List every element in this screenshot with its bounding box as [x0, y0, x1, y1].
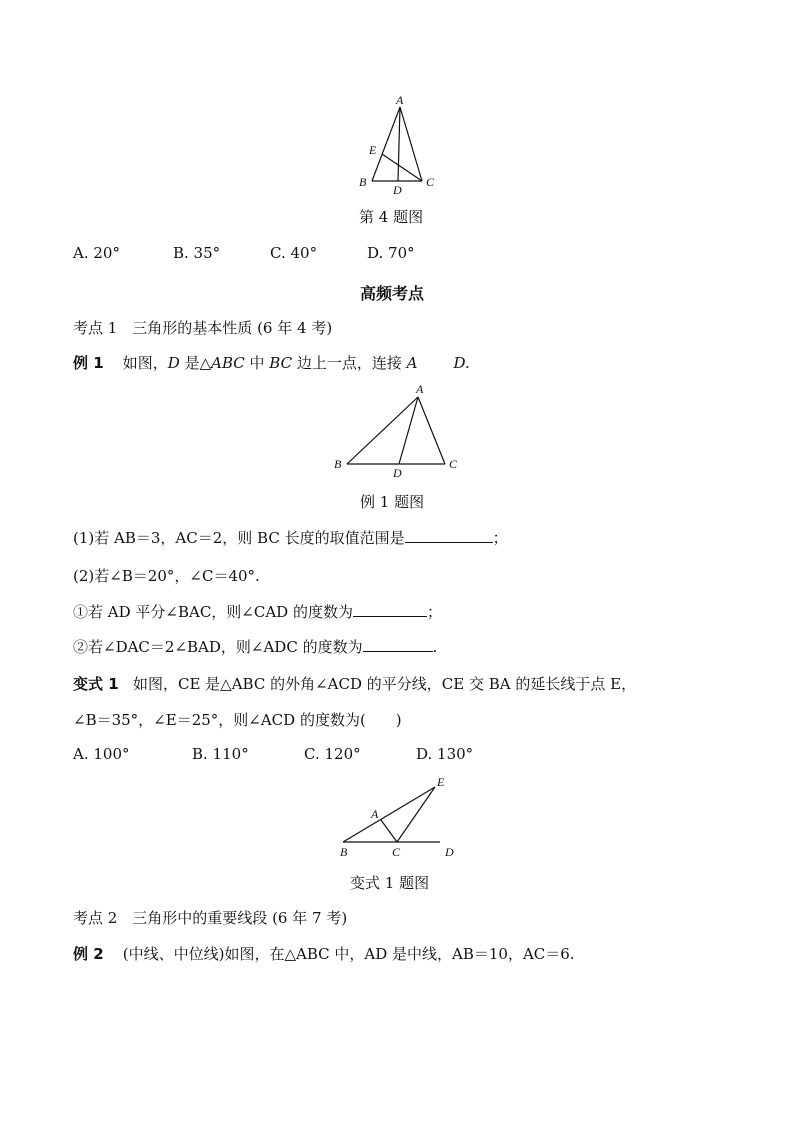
example1-stem-b: 是	[179, 354, 200, 372]
var1-label-E: E	[437, 775, 445, 789]
var1-label-D: D	[445, 845, 454, 859]
var1-label-A: A	[371, 807, 379, 821]
example1-label: 例 1	[73, 354, 104, 372]
var1-label-B: B	[340, 845, 348, 859]
example1-BC: BC	[269, 354, 293, 372]
answer-blank	[353, 602, 427, 617]
section-title: 高频考点	[360, 284, 425, 303]
kp2-title: 考点 2 三角形中的重要线段 (6 年 7 考)	[73, 909, 348, 927]
ex1-label-B: B	[334, 457, 342, 471]
variant1-diagram	[330, 772, 470, 864]
ex1-label-C: C	[449, 457, 458, 471]
kp1-title: 考点 1 三角形的基本性质 (6 年 4 考)	[73, 319, 333, 337]
example2-label: 例 2	[73, 945, 104, 963]
variant1-option-a: A. 100°	[73, 745, 130, 763]
example1-stem-a: 如图，	[122, 354, 168, 372]
example2	[73, 943, 575, 964]
label-E: E	[369, 143, 377, 157]
example1-caption: 例 1 题图	[360, 493, 425, 511]
q4-option-c: C. 40°	[270, 244, 318, 262]
variant1-line1-text: 如图，CE 是△ABC 的外角∠ACD 的平分线，CE 交 BA 的延长线于点 E，	[132, 675, 637, 693]
example2-text: (中线、中位线)如图，在△ABC 中，AD 是中线，AB＝10，AC＝6.	[122, 945, 575, 963]
label-C: C	[426, 175, 435, 189]
ex1-label-A: A	[416, 382, 424, 396]
example1-q1-text: (1)若 AB＝3，AC＝2，则 BC 长度的取值范围是	[73, 529, 405, 547]
example1-tri: △ABC	[199, 354, 245, 372]
example1-stem	[73, 352, 470, 373]
example1-stem-d: 边上一点，连接	[292, 354, 407, 372]
example1-q1-end: ；	[492, 529, 508, 547]
label-A: A	[396, 93, 404, 107]
example1-q2b	[73, 636, 437, 657]
variant1-caption: 变式 1 题图	[350, 874, 430, 892]
q4-option-b: B. 35°	[173, 244, 221, 262]
label-D: D	[393, 183, 402, 197]
example1-q2b-text: ②若∠DAC＝2∠BAD，则∠ADC 的度数为	[73, 638, 363, 656]
variant1-option-c: C. 120°	[304, 745, 361, 763]
example1-q1	[73, 527, 508, 548]
label-B: B	[359, 175, 367, 189]
example1-q2a-end: ；	[426, 603, 442, 621]
variant1-label: 变式 1	[73, 675, 119, 693]
example1-D: D	[167, 354, 180, 372]
example1-q2: (2)若∠B＝20°，∠C＝40°.	[73, 567, 260, 585]
example1-q2a-text: ①若 AD 平分∠BAC，则∠CAD 的度数为	[73, 603, 353, 621]
example1-q2a	[73, 601, 442, 622]
figure-4-caption: 第 4 题图	[359, 208, 424, 226]
variant1-option-d: D. 130°	[416, 745, 474, 763]
example1-D2: D.	[453, 354, 470, 372]
variant1-option-b: B. 110°	[192, 745, 249, 763]
var1-label-C: C	[392, 845, 401, 859]
answer-blank	[405, 528, 493, 543]
example1-q2b-end: .	[432, 638, 438, 656]
example1-A: A	[406, 354, 418, 372]
ex1-label-D: D	[393, 466, 402, 480]
variant1-line1	[73, 673, 636, 694]
variant1-line2: ∠B＝35°，∠E＝25°，则∠ACD 的度数为( )	[73, 711, 402, 729]
q4-option-d: D. 70°	[367, 244, 415, 262]
figure-4-diagram	[350, 92, 450, 202]
example1-diagram	[330, 382, 470, 480]
example1-stem-c: 中	[244, 354, 270, 372]
q4-option-a: A. 20°	[73, 244, 120, 262]
answer-blank	[363, 637, 433, 652]
